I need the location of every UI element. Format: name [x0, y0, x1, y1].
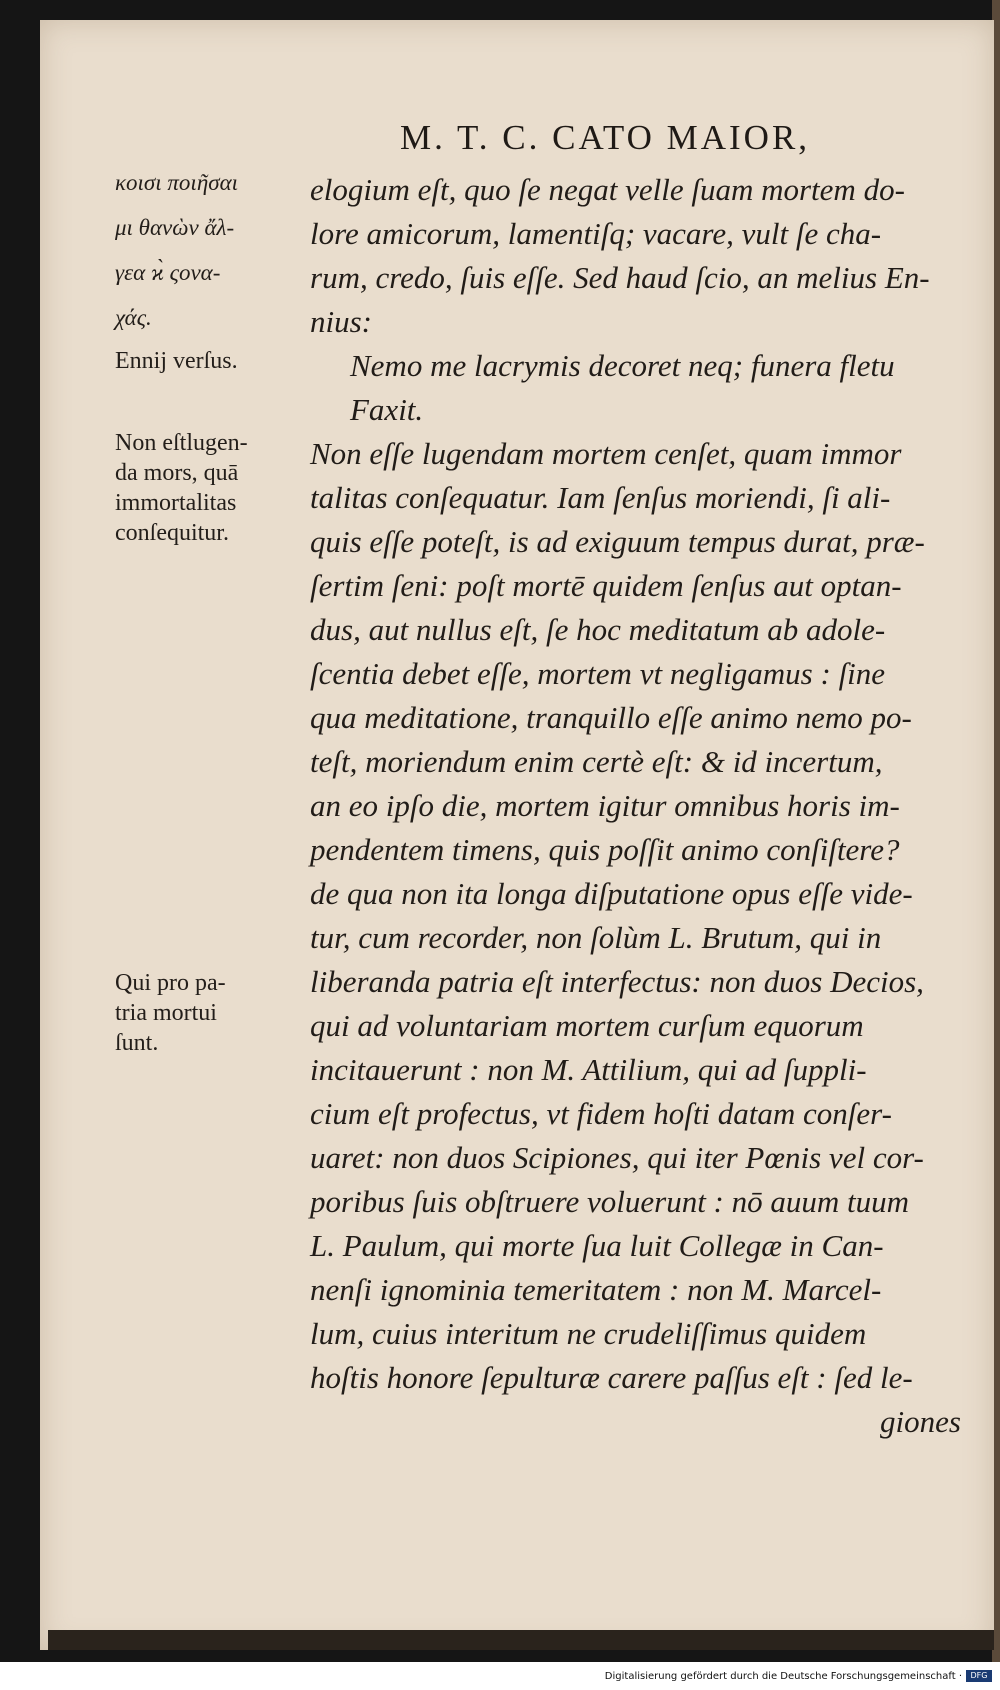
margin-note-non-est	[115, 428, 300, 548]
note-line: Non eſtlugen-	[115, 430, 248, 456]
page-bottom-edge	[48, 1630, 994, 1650]
greek-line: μι θανὼν ἄλ-	[115, 215, 235, 240]
footer-credit	[605, 1670, 992, 1682]
text-line: liberanda patria eſt interfectus: non duos Decios,	[310, 964, 924, 999]
running-head: M. T. C. CATO MAIOR,	[400, 118, 811, 157]
note-line: tria mortui	[115, 1000, 217, 1026]
note-line: immortalitas	[115, 490, 237, 516]
catchword: giones	[880, 1404, 961, 1439]
margin-note-ennii: Ennij verſus.	[115, 348, 238, 374]
text-line: quis eſſe poteſt, is ad exiguum tempus durat, præ-	[310, 524, 925, 559]
text-line: an eo ipſo die, mortem igitur omnibus horis im-	[310, 788, 900, 823]
text-line: rum, credo, ſuis eſſe. Sed haud ſcio, an melius En-	[310, 260, 930, 295]
note-line: conſequitur.	[115, 520, 229, 546]
greek-line: χάς.	[115, 305, 152, 330]
text-line: qua meditatione, tranquillo eſſe animo nemo po-	[310, 700, 912, 735]
note-line: Qui pro pa-	[115, 970, 226, 996]
text-line: lore amicorum, lamentiſq; vacare, vult ſe cha-	[310, 216, 882, 251]
text-line: lum, cuius interitum ne crudeliſſimus quidem	[310, 1316, 867, 1351]
text-line: qui ad voluntariam mortem curſum equorum	[310, 1008, 864, 1043]
greek-line: γεα ϰ̀ ςονα-	[115, 260, 221, 285]
text-line: cium eſt profectus, vt fidem hoſti datam conſer-	[310, 1096, 892, 1131]
text-line: hoſtis honore ſepulturæ carere paſſus eſt : ſed le-	[310, 1360, 913, 1395]
text-line: de qua non ita longa diſputatione opus eſſe vide-	[310, 876, 913, 911]
text-line: pendentem timens, quis poſſit animo conſiſtere?	[310, 832, 900, 867]
text-line: elogium eſt, quo ſe negat velle ſuam mortem do-	[310, 172, 905, 207]
margin-note-greek	[115, 160, 300, 340]
note-line: ſunt.	[115, 1030, 159, 1056]
text-line: dus, aut nullus eſt, ſe hoc meditatum ab adole-	[310, 612, 886, 647]
text-line: nenſi ignominia temeritatem : non M. Marcel-	[310, 1272, 882, 1307]
verse-line: Faxit.	[350, 392, 424, 427]
greek-line: κοισι ποιῆσαι	[115, 170, 239, 195]
text-line: teſt, moriendum enim certè eſt: & id incertum,	[310, 744, 883, 779]
footer-text: Digitalisierung gefördert durch die Deutsche Forschungsgemeinschaft ·	[604, 1670, 962, 1682]
dfg-logo-icon: DFG	[966, 1670, 992, 1682]
text-line: incitauerunt : non M. Attilium, qui ad ſuppli-	[310, 1052, 867, 1087]
text-line: talitas conſequatur. Iam ſenſus moriendi, ſi ali-	[310, 480, 891, 515]
text-line: nius:	[310, 304, 372, 339]
text-line: ſertim ſeni: poſt mortē quidem ſenſus aut optan-	[310, 568, 902, 603]
margin-note-qui-pro	[115, 968, 300, 1058]
text-line: uaret: non duos Scipiones, qui iter Pœnis vel cor-	[310, 1140, 924, 1175]
text-line: Non eſſe lugendam mortem cenſet, quam immor	[310, 436, 902, 471]
text-line: L. Paulum, qui morte ſua luit Collegæ in Can-	[310, 1228, 884, 1263]
text-line: poribus ſuis obſtruere voluerunt : nō auum tuum	[310, 1184, 910, 1219]
verse-line: Nemo me lacrymis decoret neq; funera fletu	[350, 348, 895, 383]
text-line: tur, cum recorder, non ſolùm L. Brutum, qui in	[310, 920, 882, 955]
text-line: ſcentia debet eſſe, mortem vt negligamus : ſine	[310, 656, 886, 691]
note-line: da mors, quā	[115, 460, 239, 486]
